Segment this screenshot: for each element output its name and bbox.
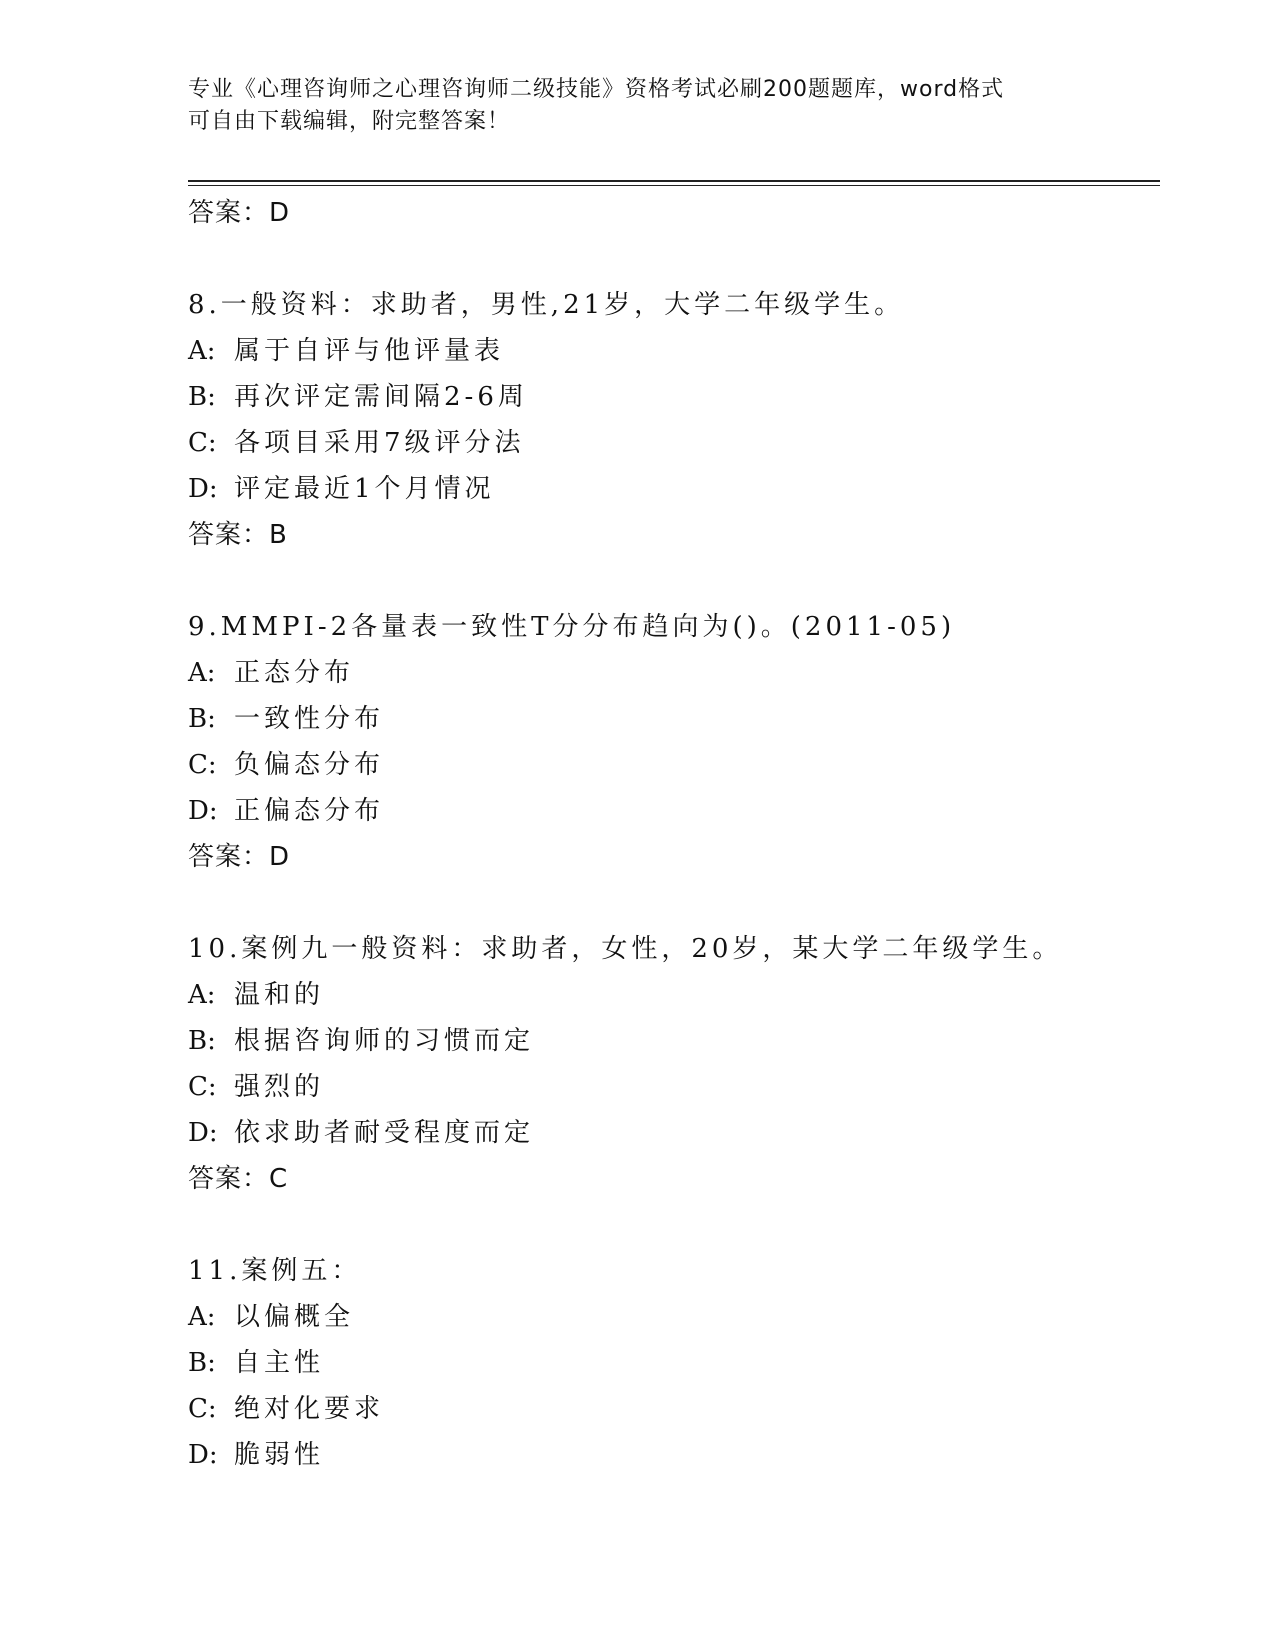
option-c <box>188 742 1160 788</box>
option-text: 正偏态分布 <box>234 796 385 826</box>
option-a <box>188 328 1160 374</box>
option-text: 绝对化要求 <box>234 1394 385 1424</box>
question-stem: 9.MMPI-2各量表一致性T分分布趋向为()。(2011-05) <box>188 612 956 642</box>
option-a <box>188 650 1160 696</box>
option-text: 属于自评与他评量表 <box>234 336 505 366</box>
option-letter: C: <box>188 1072 217 1102</box>
answer-line: 答案：B <box>188 520 288 550</box>
option-text: 一致性分布 <box>234 704 385 734</box>
option-letter: A: <box>188 336 216 366</box>
option-text: 以偏概全 <box>234 1302 355 1332</box>
option-d <box>188 466 1160 512</box>
option-d <box>188 788 1160 834</box>
question-item <box>188 926 1160 1202</box>
answer-line: 答案：D <box>188 198 291 228</box>
question-item <box>188 282 1160 558</box>
option-c <box>188 1064 1160 1110</box>
option-letter: A: <box>188 980 216 1010</box>
option-letter: C: <box>188 428 217 458</box>
option-b <box>188 1340 1160 1386</box>
option-text: 评定最近1个月情况 <box>234 474 495 504</box>
option-text: 正态分布 <box>234 658 355 688</box>
option-letter: D: <box>188 1118 218 1148</box>
option-text: 脆弱性 <box>234 1440 325 1470</box>
question-item <box>188 604 1160 880</box>
option-text: 根据咨询师的习惯而定 <box>234 1026 535 1056</box>
option-text: 强烈的 <box>234 1072 325 1102</box>
option-text: 负偏态分布 <box>234 750 385 780</box>
option-text: 温和的 <box>234 980 325 1010</box>
question-item <box>188 1248 1160 1478</box>
answer-line: 答案：C <box>188 1164 289 1194</box>
option-letter: C: <box>188 750 217 780</box>
header-line-2: 可自由下载编辑，附完整答案！ <box>188 109 511 134</box>
option-a <box>188 1294 1160 1340</box>
option-letter: D: <box>188 1440 218 1470</box>
option-letter: B: <box>188 704 216 734</box>
option-b <box>188 1018 1160 1064</box>
header-divider <box>188 180 1160 186</box>
question-stem: 11.案例五： <box>188 1256 362 1286</box>
header-line-1: 专业《心理咨询师之心理咨询师二级技能》资格考试必刷200题题库，word格式 <box>188 77 1005 102</box>
question-stem: 10.案例九一般资料：求助者，女性，20岁，某大学二年级学生。 <box>188 934 1063 964</box>
option-letter: D: <box>188 474 218 504</box>
option-b <box>188 696 1160 742</box>
option-d <box>188 1432 1160 1478</box>
option-letter: A: <box>188 658 216 688</box>
document-header <box>188 74 1088 138</box>
option-letter: A: <box>188 1302 216 1332</box>
option-c <box>188 420 1160 466</box>
option-d <box>188 1110 1160 1156</box>
option-text: 依求助者耐受程度而定 <box>234 1118 535 1148</box>
option-c <box>188 1386 1160 1432</box>
option-text: 各项目采用7级评分法 <box>234 428 525 458</box>
option-b <box>188 374 1160 420</box>
answer-line: 答案：D <box>188 842 291 872</box>
option-letter: B: <box>188 1348 216 1378</box>
option-letter: C: <box>188 1394 217 1424</box>
option-letter: D: <box>188 796 218 826</box>
option-letter: B: <box>188 1026 216 1056</box>
option-text: 再次评定需间隔2-6周 <box>234 382 528 412</box>
question-stem: 8.一般资料：求助者，男性,21岁，大学二年级学生。 <box>188 290 905 320</box>
option-letter: B: <box>188 382 216 412</box>
option-a <box>188 972 1160 1018</box>
question-list <box>188 190 1160 1478</box>
option-text: 自主性 <box>234 1348 325 1378</box>
